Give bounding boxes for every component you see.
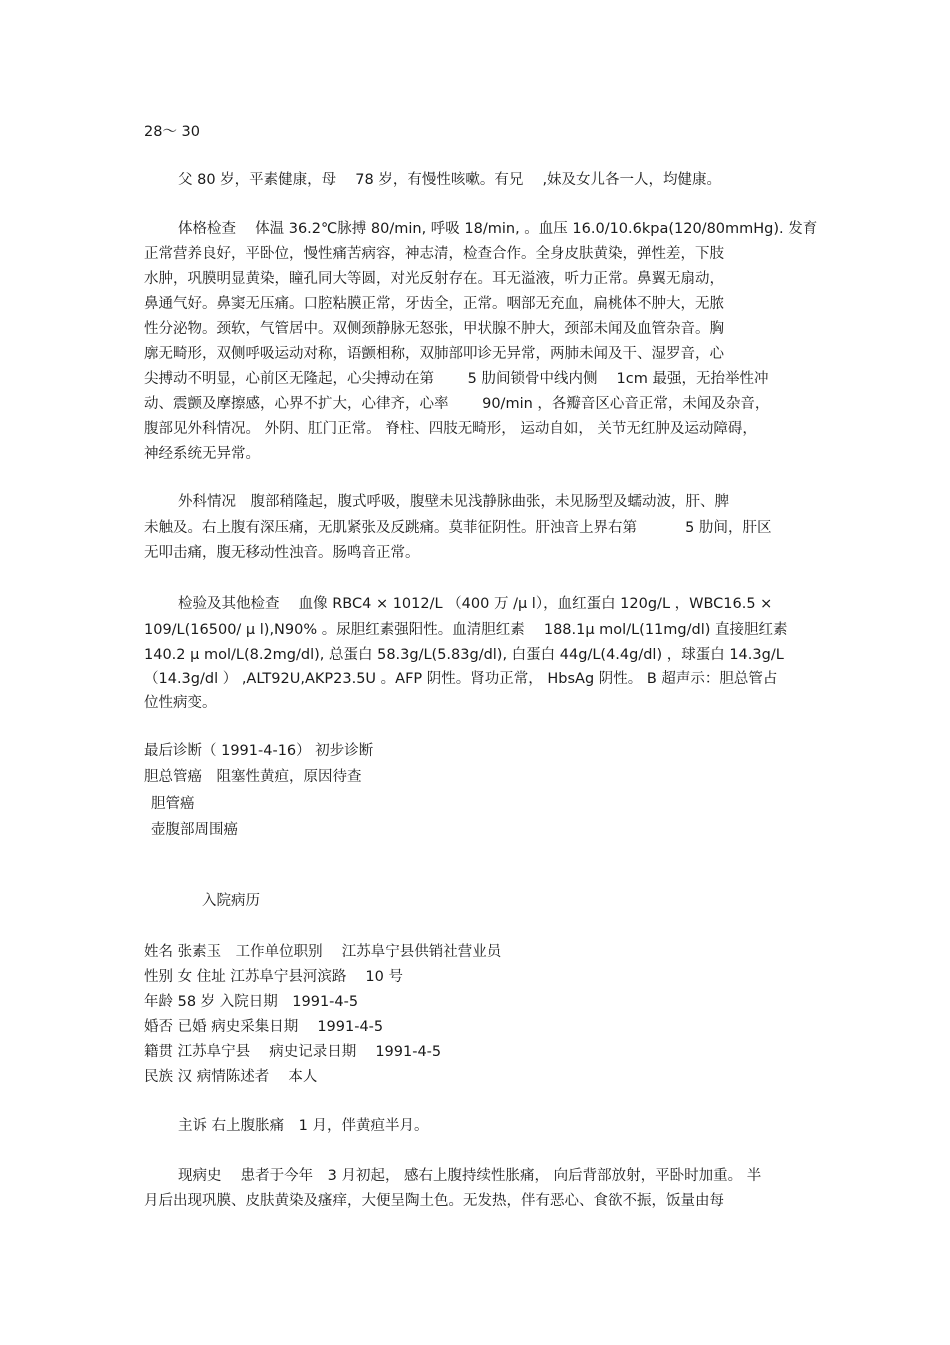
physical-exam-line-3: 水肿，巩膜明显黄染，瞳孔同大等圆，对光反射存在。耳无溢液，听力正常。鼻翼无扇动， xyxy=(144,271,724,287)
diagnosis-line-3: 胆管癌 xyxy=(151,796,195,812)
present-illness-line-2: 月后出现巩膜、皮肤黄染及瘙痒，大便呈陶土色。无发热，伴有恶心、食欲不振，饭量由每 xyxy=(144,1193,724,1209)
physical-exam-line-7: 尖搏动不明显，心前区无隆起，心尖搏动在第 5 肋间锁骨中线内侧 1cm 最强，无抬举性冲 xyxy=(144,371,769,387)
chief-complaint: 主诉 右上腹胀痛 1 月，伴黄疸半月。 xyxy=(178,1118,429,1134)
patient-info-ethnicity: 民族 汉 病情陈述者 本人 xyxy=(144,1069,318,1085)
lab-exams-line-1: 检验及其他检查 血像 RBC4 × 1012/L （400 万 /μ l），血红蛋白 120g/L ，WBC16.5 × xyxy=(178,596,773,612)
physical-exam-line-2: 正常营养良好，平卧位，慢性痛苦病容，神志清，检查合作。全身皮肤黄染，弹性差，下肢 xyxy=(144,246,724,262)
lab-exams-line-5: 位性病变。 xyxy=(144,695,217,711)
lab-exams-line-4: （14.3g/dl ） ,ALT92U,AKP23.5U 。AFP 阴性。肾功正常， HbsAg 阴性。 B 超声示：胆总管占 xyxy=(144,671,778,687)
present-illness-line-1: 现病史 患者于今年 3 月初起， 感右上腹持续性胀痛， 向后背部放射，平卧时加重。 半 xyxy=(178,1168,762,1184)
surgical-status-line-1: 外科情况 腹部稍隆起，腹式呼吸，腹壁未见浅静脉曲张，未见肠型及蠕动波，肝、脾 xyxy=(178,494,729,510)
admission-title: 入院病历 xyxy=(202,893,260,909)
lab-exams-line-2: 109/L(16500/ μ l),N90% 。尿胆红素强阳性。血清胆红素 188.1μ mol/L(11mg/dl) 直接胆红素 xyxy=(144,622,788,638)
physical-exam-line-9: 腹部见外科情况。 外阴、肛门正常。 脊柱、四肢无畸形， 运动自如， 关节无红肿及运动障碍， xyxy=(144,421,757,437)
physical-exam-line-5: 性分泌物。颈软，气管居中。双侧颈静脉无怒张，甲状腺不肿大，颈部未闻及血管杂音。胸 xyxy=(144,321,724,337)
physical-exam-line-8: 动、震颤及摩擦感，心界不扩大，心律齐，心率 90/min ，各瓣音区心音正常，未闻及杂音， xyxy=(144,396,770,412)
diagnosis-line-2: 胆总管癌 阻塞性黄疸，原因待查 xyxy=(144,769,362,785)
patient-info-age: 年龄 58 岁 入院日期 1991-4-5 xyxy=(144,994,359,1010)
physical-exam-line-4: 鼻通气好。鼻窦无压痛。口腔粘膜正常，牙齿全，正常。咽部无充血，扁桃体不肿大，无脓 xyxy=(144,296,724,312)
patient-info-sex: 性别 女 住址 江苏阜宁县河滨路 10 号 xyxy=(144,969,403,985)
patient-info-name: 姓名 张素玉 工作单位职别 江苏阜宁县供销社营业员 xyxy=(144,944,502,960)
patient-info-marital: 婚否 已婚 病史采集日期 1991-4-5 xyxy=(144,1019,384,1035)
physical-exam-line-6: 廓无畸形，双侧呼吸运动对称，语颤相称，双肺部叩诊无异常，两肺未闻及干、湿罗音，心 xyxy=(144,346,724,362)
diagnosis-line-4: 壶腹部周围癌 xyxy=(151,822,238,838)
surgical-status-line-3: 无叩击痛，腹无移动性浊音。肠鸣音正常。 xyxy=(144,545,420,561)
page-number-range: 28～ 30 xyxy=(144,124,201,140)
diagnosis-line-1: 最后诊断（ 1991-4-16） 初步诊断 xyxy=(144,743,374,759)
physical-exam-line-10: 神经系统无异常。 xyxy=(144,446,260,462)
surgical-status-line-2: 未触及。右上腹有深压痛，无肌紧张及反跳痛。莫菲征阴性。肝浊音上界右第 5 肋间，肝区 xyxy=(144,520,772,536)
family-history: 父 80 岁，平素健康，母 78 岁，有慢性咳嗽。有兄 ,妹及女儿各一人，均健康。 xyxy=(178,172,722,188)
lab-exams-line-3: 140.2 μ mol/L(8.2mg/dl), 总蛋白 58.3g/L(5.83g/dl), 白蛋白 44g/L(4.4g/dl) ，球蛋白 14.3g/L xyxy=(144,647,784,663)
patient-info-origin: 籍贯 江苏阜宁县 病史记录日期 1991-4-5 xyxy=(144,1044,442,1060)
physical-exam-line-1: 体格检查 体温 36.2℃脉搏 80/min, 呼吸 18/min, 。血压 16.0/10.6kpa(120/80mmHg). 发育 xyxy=(178,221,818,237)
